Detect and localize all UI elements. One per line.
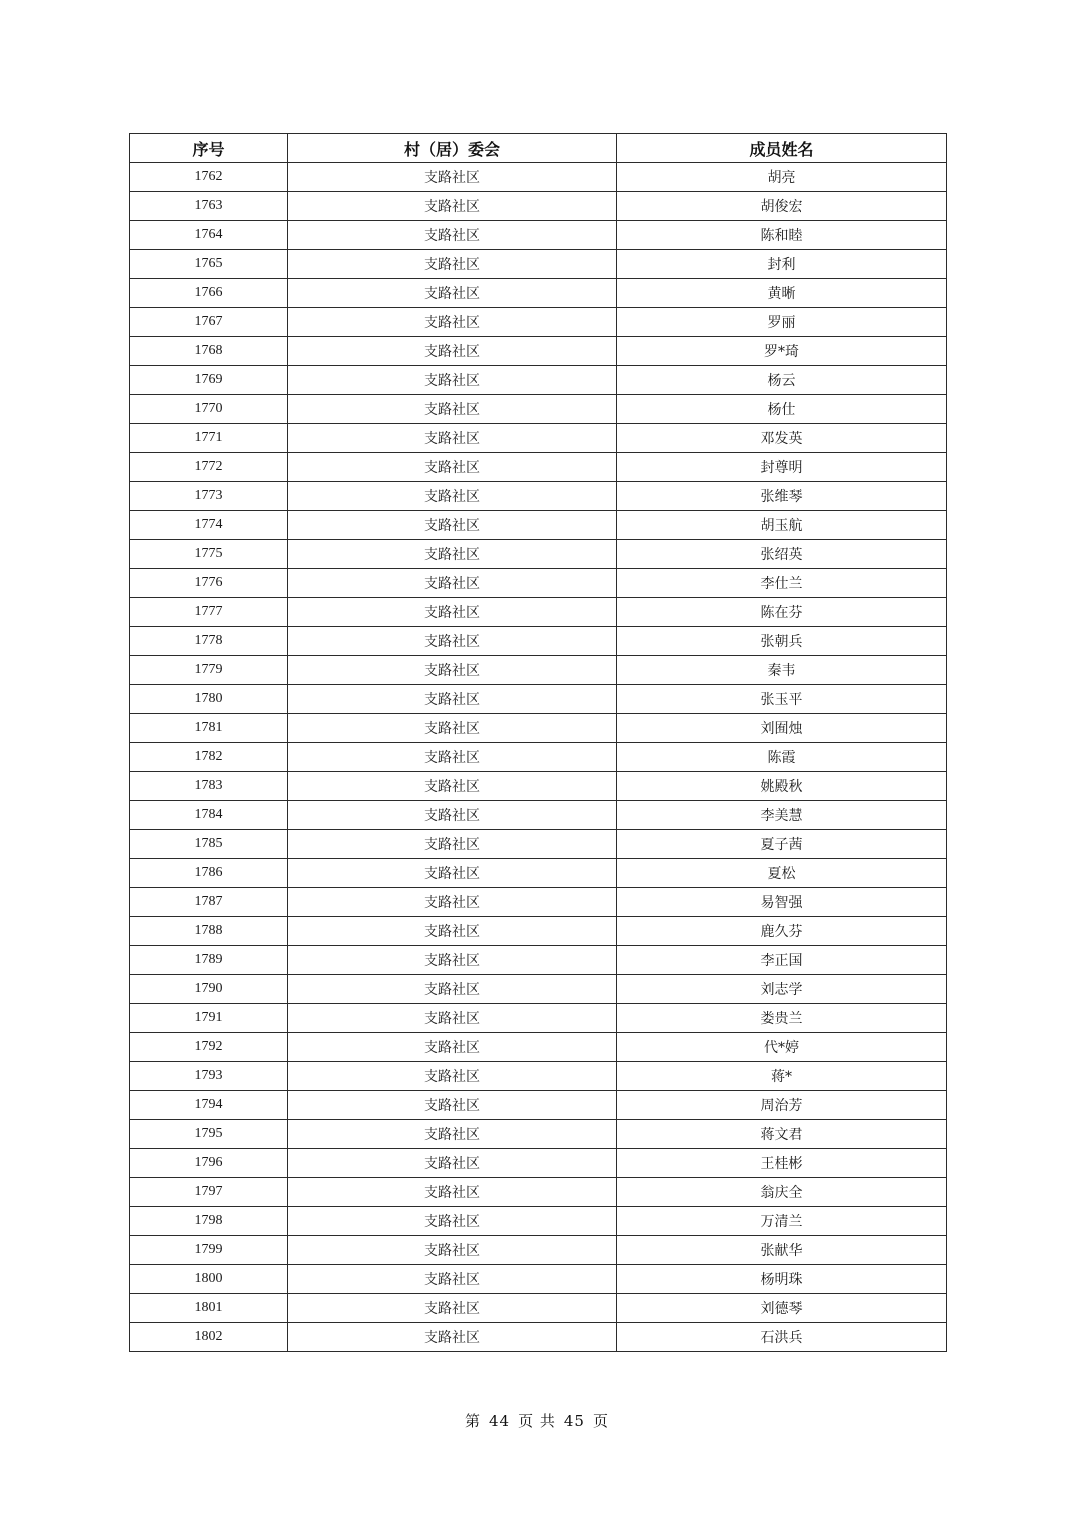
cell-committee: 支路社区 — [288, 1062, 617, 1091]
cell-serial-number: 1766 — [130, 279, 288, 308]
table-row — [130, 221, 947, 250]
cell-serial-number: 1783 — [130, 772, 288, 801]
cell-serial-number: 1782 — [130, 743, 288, 772]
cell-member-name: 刘志学 — [617, 975, 947, 1004]
cell-serial-number: 1798 — [130, 1207, 288, 1236]
table-row — [130, 1091, 947, 1120]
table-row — [130, 1062, 947, 1091]
cell-member-name: 黄晰 — [617, 279, 947, 308]
table-row — [130, 917, 947, 946]
cell-serial-number: 1774 — [130, 511, 288, 540]
cell-serial-number: 1784 — [130, 801, 288, 830]
cell-serial-number: 1764 — [130, 221, 288, 250]
cell-committee: 支路社区 — [288, 366, 617, 395]
cell-serial-number: 1773 — [130, 482, 288, 511]
table-row — [130, 656, 947, 685]
table-row — [130, 1033, 947, 1062]
cell-member-name: 易智强 — [617, 888, 947, 917]
cell-serial-number: 1785 — [130, 830, 288, 859]
cell-serial-number: 1800 — [130, 1265, 288, 1294]
cell-serial-number: 1797 — [130, 1178, 288, 1207]
cell-member-name: 封利 — [617, 250, 947, 279]
cell-committee: 支路社区 — [288, 192, 617, 221]
cell-serial-number: 1794 — [130, 1091, 288, 1120]
cell-committee: 支路社区 — [288, 511, 617, 540]
cell-serial-number: 1769 — [130, 366, 288, 395]
table-row — [130, 540, 947, 569]
table-row — [130, 337, 947, 366]
cell-serial-number: 1796 — [130, 1149, 288, 1178]
cell-member-name: 张玉平 — [617, 685, 947, 714]
cell-member-name: 李仕兰 — [617, 569, 947, 598]
cell-committee: 支路社区 — [288, 395, 617, 424]
cell-member-name: 陈和睦 — [617, 221, 947, 250]
cell-member-name: 姚殿秋 — [617, 772, 947, 801]
table-row — [130, 859, 947, 888]
cell-serial-number: 1799 — [130, 1236, 288, 1265]
cell-member-name: 李美慧 — [617, 801, 947, 830]
table-row — [130, 511, 947, 540]
cell-member-name: 李正国 — [617, 946, 947, 975]
cell-member-name: 张献华 — [617, 1236, 947, 1265]
cell-committee: 支路社区 — [288, 598, 617, 627]
cell-member-name: 刘德琴 — [617, 1294, 947, 1323]
cell-serial-number: 1793 — [130, 1062, 288, 1091]
cell-committee: 支路社区 — [288, 743, 617, 772]
table-row — [130, 482, 947, 511]
table-row — [130, 598, 947, 627]
cell-member-name: 蒋* — [617, 1062, 947, 1091]
cell-serial-number: 1775 — [130, 540, 288, 569]
cell-serial-number: 1781 — [130, 714, 288, 743]
table-row — [130, 1149, 947, 1178]
cell-serial-number: 1778 — [130, 627, 288, 656]
cell-member-name: 万清兰 — [617, 1207, 947, 1236]
cell-committee: 支路社区 — [288, 1178, 617, 1207]
cell-member-name: 刘囿烛 — [617, 714, 947, 743]
cell-committee: 支路社区 — [288, 221, 617, 250]
cell-serial-number: 1801 — [130, 1294, 288, 1323]
cell-committee: 支路社区 — [288, 163, 617, 192]
cell-serial-number: 1762 — [130, 163, 288, 192]
cell-member-name: 张维琴 — [617, 482, 947, 511]
cell-serial-number: 1787 — [130, 888, 288, 917]
cell-member-name: 周治芳 — [617, 1091, 947, 1120]
header-serial-number: 序号 — [130, 134, 288, 163]
cell-member-name: 邓发英 — [617, 424, 947, 453]
table-row — [130, 975, 947, 1004]
cell-serial-number: 1776 — [130, 569, 288, 598]
table-row — [130, 192, 947, 221]
cell-member-name: 胡俊宏 — [617, 192, 947, 221]
cell-member-name: 胡亮 — [617, 163, 947, 192]
cell-member-name: 封尊明 — [617, 453, 947, 482]
cell-committee: 支路社区 — [288, 859, 617, 888]
cell-committee: 支路社区 — [288, 685, 617, 714]
cell-committee: 支路社区 — [288, 975, 617, 1004]
cell-serial-number: 1786 — [130, 859, 288, 888]
cell-member-name: 王桂彬 — [617, 1149, 947, 1178]
table-header-row — [130, 134, 947, 163]
table-row — [130, 250, 947, 279]
cell-member-name: 秦韦 — [617, 656, 947, 685]
cell-serial-number: 1791 — [130, 1004, 288, 1033]
cell-serial-number: 1779 — [130, 656, 288, 685]
cell-serial-number: 1763 — [130, 192, 288, 221]
table-row — [130, 1323, 947, 1352]
cell-committee: 支路社区 — [288, 1207, 617, 1236]
cell-member-name: 代*婷 — [617, 1033, 947, 1062]
cell-committee: 支路社区 — [288, 1236, 617, 1265]
cell-member-name: 翁庆全 — [617, 1178, 947, 1207]
table-row — [130, 627, 947, 656]
table-row — [130, 1178, 947, 1207]
cell-committee: 支路社区 — [288, 627, 617, 656]
cell-member-name: 陈在芬 — [617, 598, 947, 627]
cell-member-name: 胡玉航 — [617, 511, 947, 540]
cell-serial-number: 1795 — [130, 1120, 288, 1149]
cell-committee: 支路社区 — [288, 337, 617, 366]
cell-serial-number: 1802 — [130, 1323, 288, 1352]
cell-member-name: 张绍英 — [617, 540, 947, 569]
cell-member-name: 夏松 — [617, 859, 947, 888]
cell-committee: 支路社区 — [288, 1033, 617, 1062]
footer-prefix: 第 — [465, 1412, 482, 1430]
footer-current-page: 44 — [489, 1412, 511, 1430]
cell-serial-number: 1780 — [130, 685, 288, 714]
table-row — [130, 714, 947, 743]
table-row — [130, 1207, 947, 1236]
table-row — [130, 946, 947, 975]
table-row — [130, 308, 947, 337]
table-row — [130, 801, 947, 830]
table-row — [130, 830, 947, 859]
cell-committee: 支路社区 — [288, 279, 617, 308]
cell-committee: 支路社区 — [288, 308, 617, 337]
cell-member-name: 杨仕 — [617, 395, 947, 424]
table-row — [130, 163, 947, 192]
member-roster-table — [129, 133, 947, 1352]
cell-committee: 支路社区 — [288, 801, 617, 830]
cell-member-name: 蒋文君 — [617, 1120, 947, 1149]
table-row — [130, 685, 947, 714]
footer-suffix: 页 — [592, 1412, 609, 1430]
table-row — [130, 772, 947, 801]
cell-serial-number: 1792 — [130, 1033, 288, 1062]
cell-committee: 支路社区 — [288, 656, 617, 685]
table-row — [130, 743, 947, 772]
cell-committee: 支路社区 — [288, 453, 617, 482]
table-row — [130, 395, 947, 424]
cell-committee: 支路社区 — [288, 1294, 617, 1323]
cell-serial-number: 1788 — [130, 917, 288, 946]
table-row — [130, 1004, 947, 1033]
cell-committee: 支路社区 — [288, 888, 617, 917]
cell-serial-number: 1777 — [130, 598, 288, 627]
footer-total-pages: 45 — [563, 1412, 585, 1430]
cell-committee: 支路社区 — [288, 1149, 617, 1178]
table-row — [130, 366, 947, 395]
cell-committee: 支路社区 — [288, 1091, 617, 1120]
page-footer — [0, 1410, 1074, 1431]
cell-committee: 支路社区 — [288, 1323, 617, 1352]
table-body — [130, 163, 947, 1352]
cell-committee: 支路社区 — [288, 830, 617, 859]
cell-member-name: 罗丽 — [617, 308, 947, 337]
cell-member-name: 娄贵兰 — [617, 1004, 947, 1033]
table-row — [130, 453, 947, 482]
footer-middle: 页 共 — [518, 1412, 556, 1430]
cell-committee: 支路社区 — [288, 946, 617, 975]
cell-serial-number: 1790 — [130, 975, 288, 1004]
table-row — [130, 569, 947, 598]
cell-committee: 支路社区 — [288, 424, 617, 453]
cell-member-name: 陈霞 — [617, 743, 947, 772]
cell-serial-number: 1767 — [130, 308, 288, 337]
cell-committee: 支路社区 — [288, 482, 617, 511]
cell-committee: 支路社区 — [288, 540, 617, 569]
table-row — [130, 279, 947, 308]
cell-committee: 支路社区 — [288, 569, 617, 598]
cell-serial-number: 1770 — [130, 395, 288, 424]
cell-committee: 支路社区 — [288, 250, 617, 279]
cell-member-name: 罗*琦 — [617, 337, 947, 366]
cell-committee: 支路社区 — [288, 1120, 617, 1149]
cell-serial-number: 1789 — [130, 946, 288, 975]
cell-member-name: 杨明珠 — [617, 1265, 947, 1294]
cell-committee: 支路社区 — [288, 1265, 617, 1294]
header-committee: 村（居）委会 — [288, 134, 617, 163]
cell-committee: 支路社区 — [288, 1004, 617, 1033]
cell-serial-number: 1771 — [130, 424, 288, 453]
cell-committee: 支路社区 — [288, 772, 617, 801]
table-row — [130, 1265, 947, 1294]
cell-member-name: 夏子茜 — [617, 830, 947, 859]
table-row — [130, 1294, 947, 1323]
table-row — [130, 1120, 947, 1149]
cell-serial-number: 1765 — [130, 250, 288, 279]
cell-committee: 支路社区 — [288, 714, 617, 743]
table-row — [130, 424, 947, 453]
cell-member-name: 石洪兵 — [617, 1323, 947, 1352]
header-member-name: 成员姓名 — [617, 134, 947, 163]
cell-member-name: 张朝兵 — [617, 627, 947, 656]
table-row — [130, 1236, 947, 1265]
cell-committee: 支路社区 — [288, 917, 617, 946]
cell-member-name: 鹿久芬 — [617, 917, 947, 946]
cell-member-name: 杨云 — [617, 366, 947, 395]
cell-serial-number: 1768 — [130, 337, 288, 366]
cell-serial-number: 1772 — [130, 453, 288, 482]
table-row — [130, 888, 947, 917]
